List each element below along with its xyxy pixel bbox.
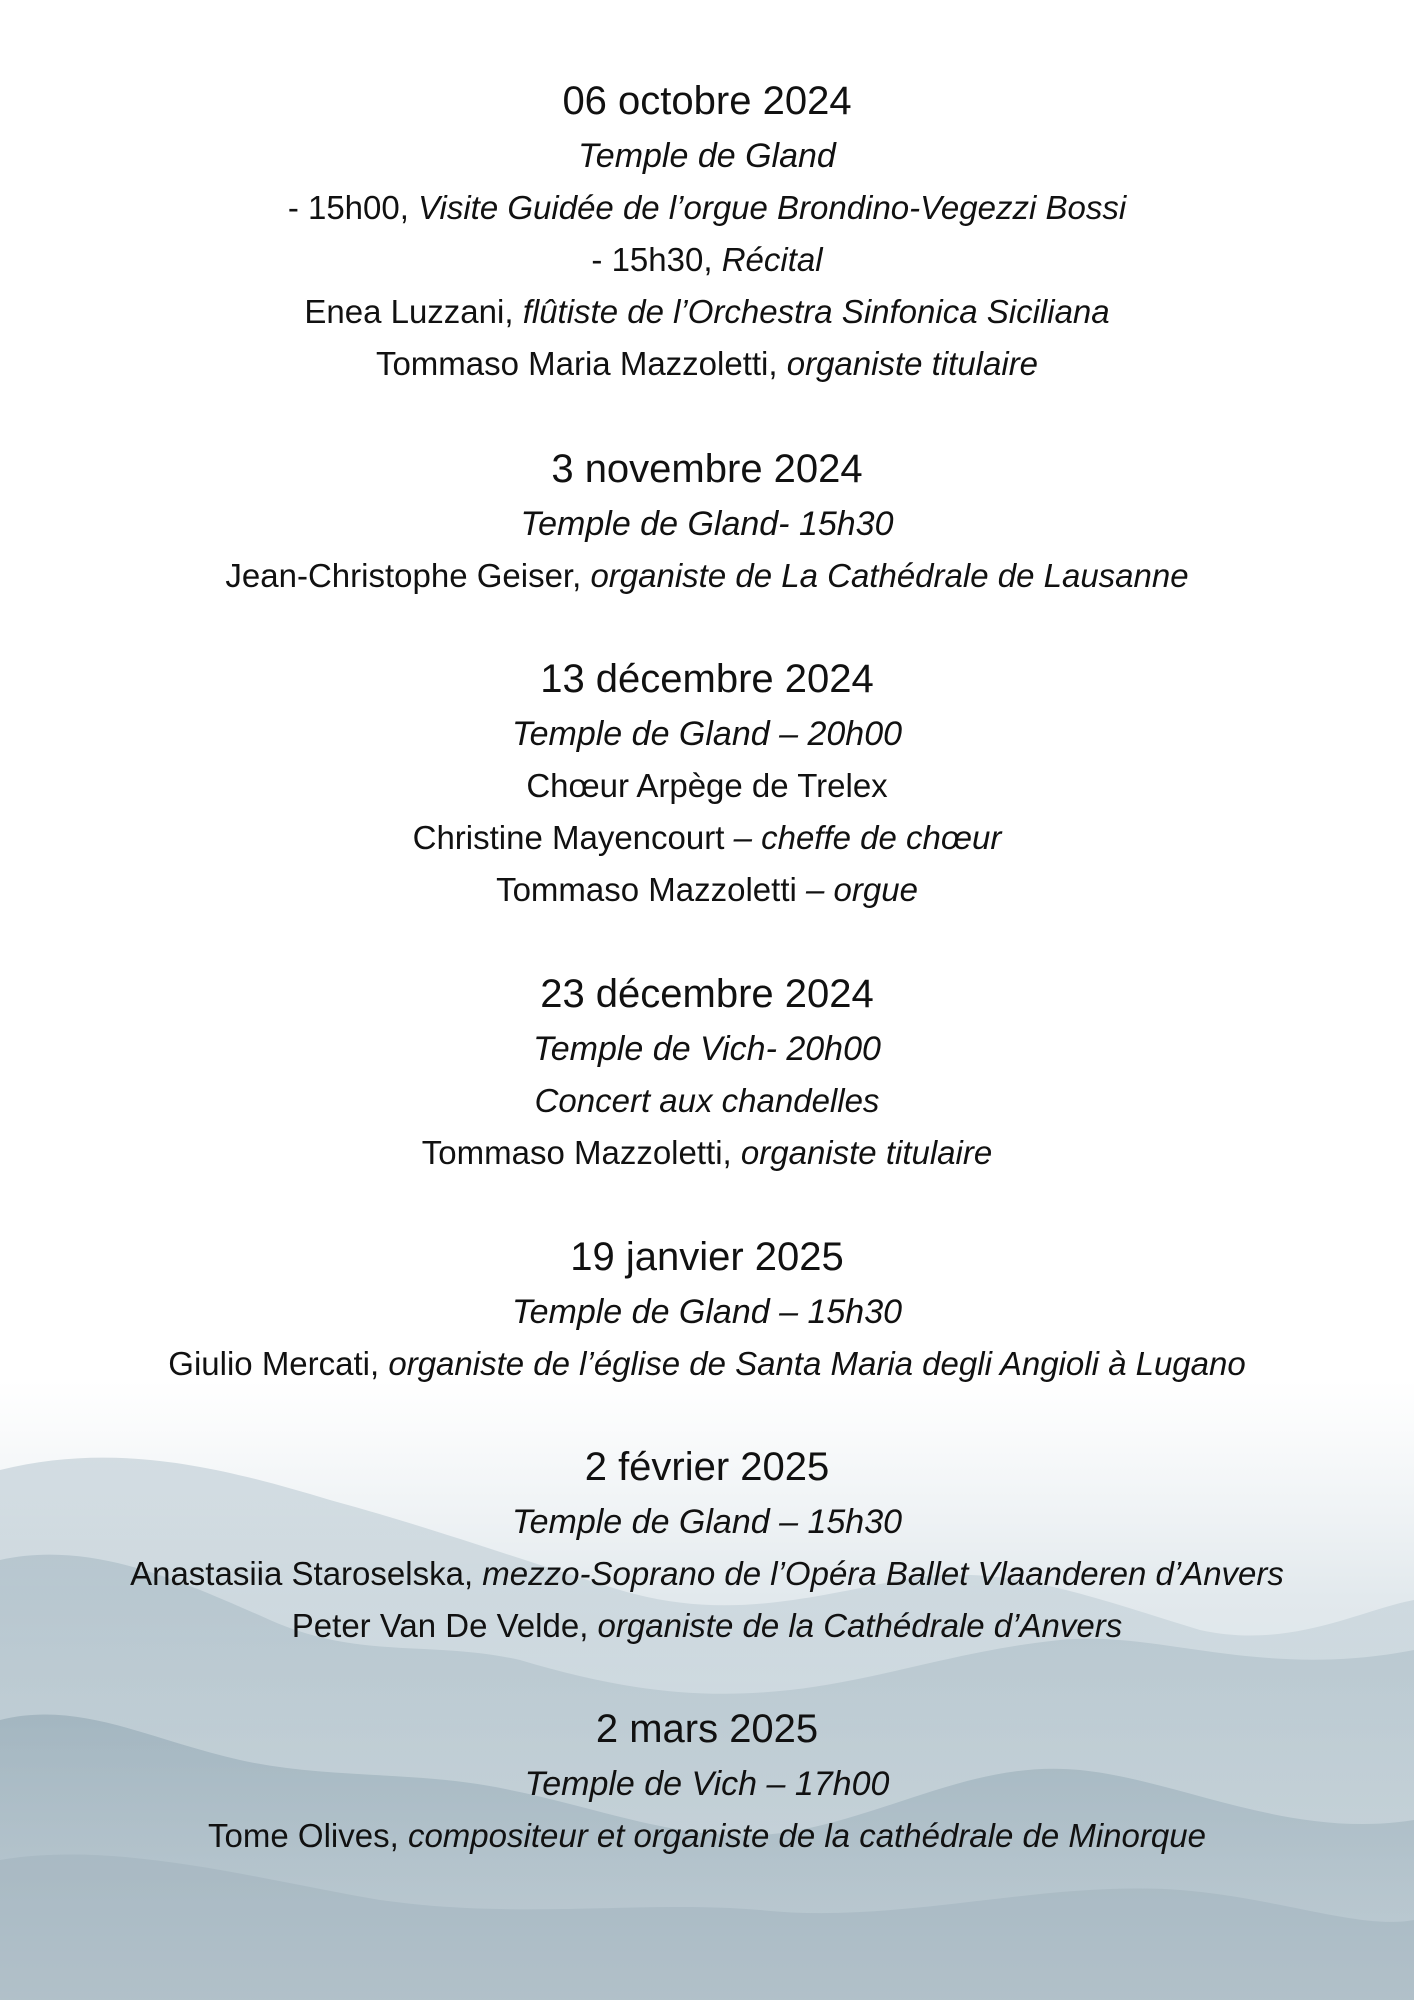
separator: , [572,557,591,594]
separator: , [579,1607,598,1644]
performer-name: - 15h30 [591,241,704,278]
performer-name: Giulio Mercati [168,1345,371,1382]
concert-venue: Temple de Gland – 15h30 [511,1293,903,1331]
concert-entry [0,440,1414,602]
separator: , [504,293,523,330]
performer-name: Tommaso Mazzoletti [496,871,797,908]
separator [797,871,806,908]
concert-date: 13 décembre 2024 [540,657,874,701]
performer-line [0,234,1414,286]
performer-line [0,338,1414,390]
separator: , [703,241,722,278]
performer-role: Visite Guidée de l’orgue Brondino-Vegezzi Bossi [418,189,1127,226]
performer-role: organiste titulaire [786,345,1039,382]
performer-name: Peter Van De Velde [291,1607,580,1644]
performer-line [0,760,1414,812]
separator [724,819,733,856]
concert-date: 2 mars 2025 [595,1707,819,1751]
performer-line [0,1075,1414,1127]
performer-name: Anastasiia Staroselska [130,1555,464,1592]
performer-name: Chœur Arpège de Trelex [526,767,888,804]
performer-name: - 15h00 [287,189,400,226]
performer-name: Jean-Christophe Geiser [225,557,573,594]
separator: , [768,345,787,382]
concert-date: 06 octobre 2024 [562,79,852,123]
performer-name: Tommaso Mazzoletti [421,1134,723,1171]
performer-line [0,1338,1414,1390]
performer-role: – orgue [806,871,918,908]
performer-line [0,1548,1414,1600]
performer-line [0,1600,1414,1652]
performer-role: organiste titulaire [740,1134,993,1171]
concert-entry [0,1438,1414,1652]
performer-role: flûtiste de l’Orchestra Sinfonica Siciliana [522,293,1110,330]
concert-entry [0,650,1414,916]
performer-role: organiste de l’église de Santa Maria degli Angioli à Lugano [388,1345,1246,1382]
concert-venue: Temple de Gland- 15h30 [520,505,894,543]
performer-line [0,1127,1414,1179]
separator: , [463,1555,483,1592]
performer-line [0,286,1414,338]
concert-date: 19 janvier 2025 [570,1235,844,1279]
concert-venue: Temple de Vich – 17h00 [524,1765,890,1803]
concert-venue: Temple de Gland [578,137,836,175]
concert-entry [0,1228,1414,1390]
performer-role: organiste de La Cathédrale de Lausanne [590,557,1189,594]
concert-date: 3 novembre 2024 [551,447,863,491]
separator: , [389,1817,408,1854]
performer-name: Enea Luzzani [304,293,505,330]
separator: , [399,189,419,226]
concert-venue: Temple de Gland – 15h30 [511,1503,903,1541]
performer-role: Concert aux chandelles [534,1082,880,1119]
performer-name: Christine Mayencourt [412,819,725,856]
performer-name: Tome Olives [208,1817,390,1854]
concert-entry [0,1700,1414,1862]
performer-role: – cheffe de chœur [733,819,1002,856]
concert-entry [0,965,1414,1179]
concert-entry [0,72,1414,390]
performer-line [0,812,1414,864]
concert-date: 2 février 2025 [584,1445,830,1489]
performer-role: mezzo-Soprano de l’Opéra Ballet Vlaanderen d’Anvers [482,1555,1284,1592]
concert-venue: Temple de Gland – 20h00 [511,715,903,753]
performer-line [0,1810,1414,1862]
concert-date: 23 décembre 2024 [540,972,874,1016]
performer-line [0,550,1414,602]
separator: , [370,1345,389,1382]
performer-line [0,864,1414,916]
separator: , [722,1134,741,1171]
concert-venue: Temple de Vich- 20h00 [533,1030,881,1068]
performer-line [0,182,1414,234]
performer-role: compositeur et organiste de la cathédrale de Minorque [407,1817,1206,1854]
performer-role: Récital [721,241,823,278]
performer-name: Tommaso Maria Mazzoletti [375,345,769,382]
performer-role: organiste de la Cathédrale d’Anvers [597,1607,1123,1644]
